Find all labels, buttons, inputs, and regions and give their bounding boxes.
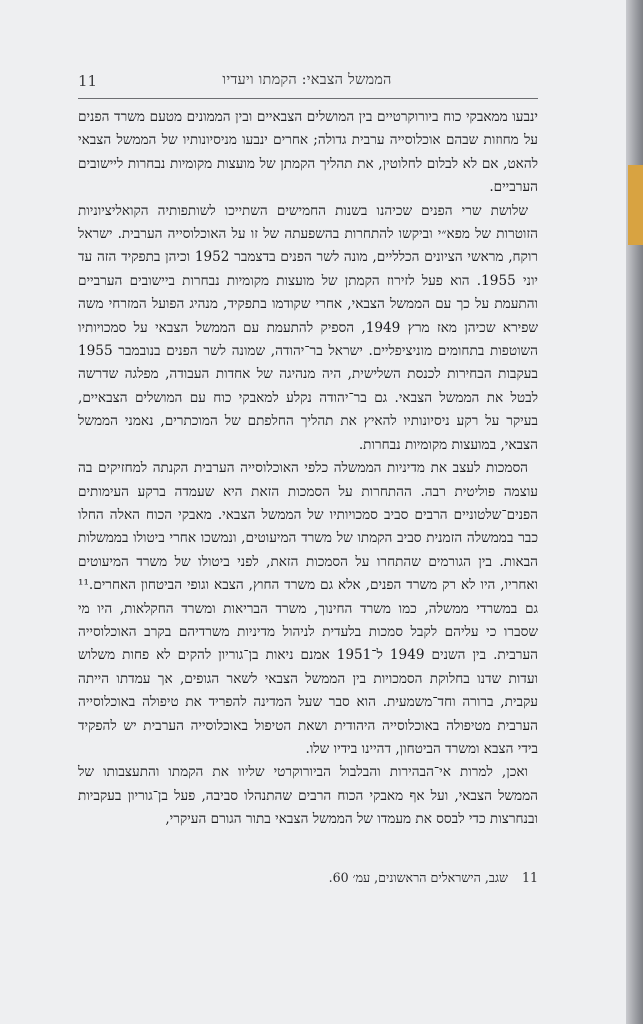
paragraph: ואכן, למרות אי־הבהירות והבלבול הביורוקרטי שליוו את הקמתו והתעצבותו של הממשל הצבאי, ועל אף מאבקי הכוח הרבים שהתנהלו סביבה, פעל בן־גוריון בעקביות ובנחרצות כדי לבסס את מעמדו של הממשל הצבאי בתור הגורם העיקרי, [78, 764, 538, 828]
footnote-number: 11 [521, 870, 538, 885]
page-number: 11 [78, 72, 98, 90]
paragraph: ינבעו ממאבקי כוח ביורוקרטיים בין המושלים הצבאיים ובין הממונים מטעם משרד הפנים על מחוזות שבהם אוכלוסייה ערבית גדולה; אחרים ינבעו מניסיונותיו של הממשל הצבאי להאט, אם לא לבלום לחלוטין, את תהליך הקמתן של מועצות מקומיות נבחרות ליישובים הערביים. [78, 109, 538, 196]
body-text [78, 106, 538, 832]
footnote-text: שגב, הישראלים הראשונים, עמ׳ 60. [328, 870, 508, 885]
page-stack-edge [626, 0, 643, 1024]
paragraph: הסמכות לעצב את מדיניות הממשלה כלפי האוכלוסייה הערבית הקנתה למחזיקים בה עוצמה פוליטית רבה. ההתחרות על הסמכות הזאת היא שעמדה ברקע העימותים הפנים־שלטוניים הרבים סביב סמכויותיו של הממשל הצבאי. מאבקי הכוח האלה החלו כבר בממשלה הזמנית סביב הקמתו של משרד המיעוטים, ונמשכו אחרי ביטולו בממשלות הבאות. בין הגורמים שהתחרו על הסמכות הזאת, לפני ביטולו של משרד המיעוטים ואחריו, היו לא רק משרד הפנים, אלא גם משרד החוץ, הצבא וגופי הביטחון האחרים.¹¹ גם במשרדי ממשלה, כמו משרד החינוך, משרד הבריאות ומשרד החקלאות, היו מי שסברו כי עליהם לקבל סמכות בלעדית לניהול מדיניות משרדיהם בקרב האוכלוסייה הערבית. בין השנים 1949 ל־1951 אמנם ניאות בן־גוריון להקים לא פחות משלוש ועדות שדנו בחלוקת הסמכויות בין הממשל הצבאי לשאר הגופים, אך עמדתו הייתה עקבית, ברורה וחד־משמעית. הוא סבר שעל המדינה להפריד את טיפולה באוכלוסייה הערבית מטיפולה באוכלוסייה היהודית ושאת הטיפול באוכלוסייה הערבית יש להפקיד בידי הצבא ומשרד הביטחון, דהיינו בידיו שלו. [78, 460, 538, 757]
paragraph: שלושת שרי הפנים שכיהנו בשנות החמישים השתייכו לשותפותיה הקואליציוניות הזוטרות של מפא״י וביקשו להתחרות בהשפעתה של זו על האוכלוסייה הערבית. ישראל רוקח, מראשי הציונים הכלליים, מונה לשר הפנים בדצמבר 1952 וכיהן בתפקיד הזה עד יוני 1955. הוא פעל לזירוז הקמתן של מועצות מקומיות נבחרות ביישובים הערביים והתעמת על כך עם הממשל הצבאי, אחרי שקודמו בתפקיד, מנהיג הפועל המזרחי משה שפירא שכיהן מאז מרץ 1949, הספיק להתעמת עם הממשל הצבאי על סמכויותיו השוטפות בתחומים מוניציפליים. ישראל בר־יהודה, שמונה לשר הפנים בנובמבר 1955 בעקבות הבחירות לכנסת השלישית, היה מנהיגה של אחדות העבודה, מפלגה שדרשה לבטל את הממשל הצבאי. גם בר־יהודה נקלע למאבקי כוח עם המושלים הצבאיים, בעיקר על רקע ניסיונותיו להאיץ את תהליך החלפתם של המוכתרים, נאמני הממשל הצבאי, במועצות מקומיות נבחרות. [78, 202, 538, 453]
header-divider [78, 98, 538, 99]
running-header: הממשל הצבאי: הקמתו ויעדיו [222, 72, 392, 88]
bookmark-ribbon [628, 165, 643, 245]
footnote [78, 870, 538, 886]
